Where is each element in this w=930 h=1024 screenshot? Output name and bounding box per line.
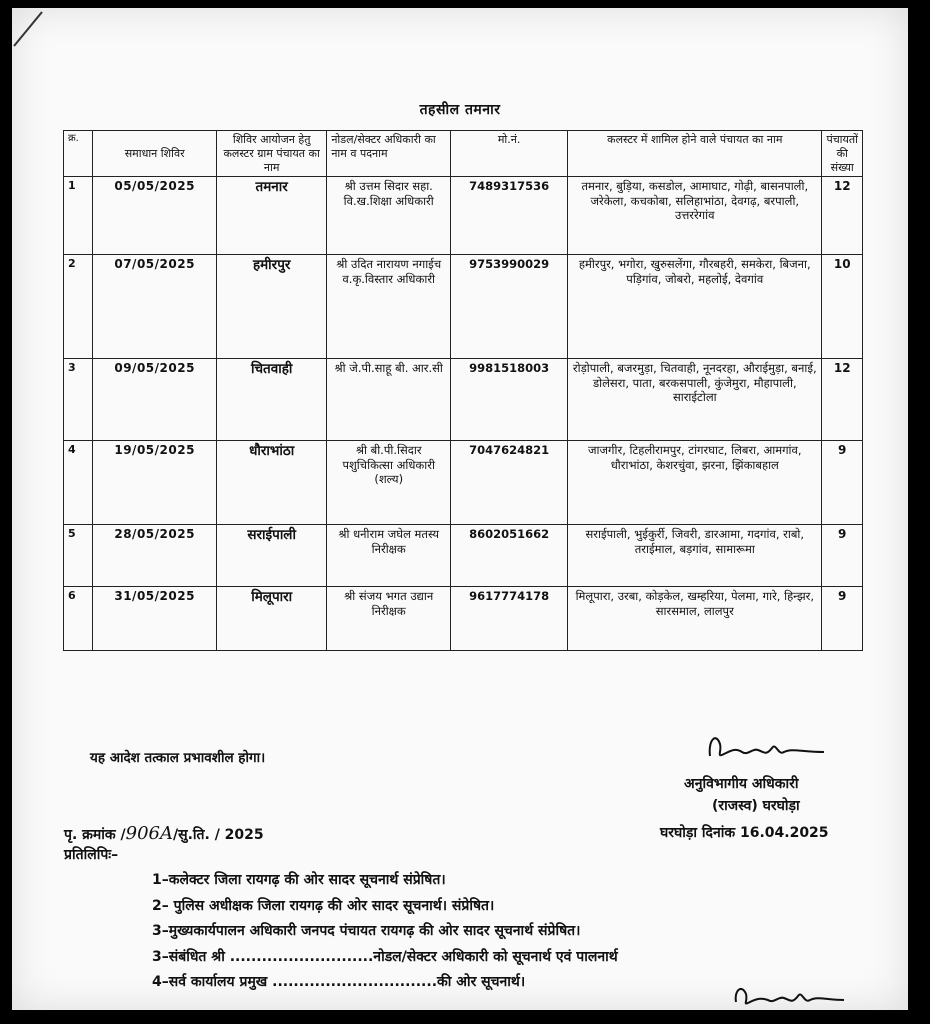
row-count: 12 [822,177,863,255]
row-panchayats: रोड़ोपाली, बजरमुड़ा, चितवाही, नूनदरहा, औराईमुड़ा, बनाई, डोलेसरा, पाता, बरकसपाली, कुंजेमुरा, मौहापाली, साराईटोला [568,359,822,441]
row-sn: 3 [64,359,93,441]
list-item: 4–सर्व कार्यालय प्रमुख ...............................की ओर सूचनार्थ। [152,974,526,990]
row-mobile: 7047624821 [451,441,568,525]
row-cluster: तमनार [217,177,327,255]
row-sn: 4 [64,441,93,525]
list-item: 2– पुलिस अधीक्षक जिला रायगढ़ की ओर सादर सूचनार्थ। संप्रेषित। [152,897,495,914]
officer-office: (राजस्व) घरघोड़ा [712,798,800,815]
row-date: 07/05/2025 [93,255,217,359]
camp-schedule-table [63,130,863,651]
row-nodal: श्री संजय भगत उद्यान निरीक्षक [327,587,451,651]
row-cluster: हमीरपुर [217,255,327,359]
row-mobile: 9617774178 [451,587,568,651]
place-and-date: घरघोड़ा दिनांक 16.04.2025 [660,825,829,841]
row-date: 28/05/2025 [93,525,217,587]
row-date: 19/05/2025 [93,441,217,525]
header-panchayats: कलस्टर में शामिल होने वाले पंचायत का नाम [568,131,822,177]
reference-number [64,823,264,844]
row-mobile: 9981518003 [451,359,568,441]
row-nodal: श्री धनीराम जघेल मतस्य निरीक्षक [327,525,451,587]
table-header-row [64,131,863,177]
row-cluster: धौराभांठा [217,441,327,525]
table-row [64,359,863,441]
reference-prefix: पृ. क्रमांक / [64,827,126,843]
row-nodal: श्री उदित नारायण नगाईच व.कृ.विस्तार अधिकारी [327,255,451,359]
copy-to-list [152,868,618,996]
row-date: 05/05/2025 [93,177,217,255]
row-count: 9 [822,587,863,651]
reference-handwritten-number: 906A [125,823,173,844]
row-nodal: श्री जे.पी.साहू बी. आर.सी [327,359,451,441]
row-panchayats: सराईपाली, भुईकुर्री, जिवरी, डारआमा, गदगांव, राबो, तराईमाल, बड़गांव, सामारूमा [568,525,822,587]
page-title: तहसील तमनार [419,102,501,118]
row-panchayats: जाजगीर, टिहलीरामपुर, टांगरघाट, लिबरा, आमगांव, धौराभांठा, केशरचुंवा, झरना, झिंकाबहाल [568,441,822,525]
header-nodal: नोडल/सेक्टर अधिकारी का नाम व पदनाम [327,131,451,177]
fold-mark [12,8,52,48]
officer-signature [702,726,832,766]
row-date: 31/05/2025 [93,587,217,651]
row-cluster: सराईपाली [217,525,327,587]
list-item: 1–कलेक्टर जिला रायगढ़ की ओर सादर सूचनार्थ संप्रेषित। [152,872,446,888]
row-sn: 2 [64,255,93,359]
row-count: 9 [822,441,863,525]
row-sn: 1 [64,177,93,255]
row-panchayats: तमनार, बुड़िया, कसडोल, आमाघाट, गोढ़ी, बासनपाली, जरेकेला, कचकोबा, सलिहाभांठा, देवगढ़, बरपाली, उत्तररेगांव [568,177,822,255]
signing-officer [684,773,800,818]
table-row [64,255,863,359]
table-row [64,177,863,255]
header-sn: क्र. [64,131,93,177]
row-panchayats: मिलूपारा, उरबा, कोड़केल, खम्हरिया, पेलमा, गारे, हिन्झर, सारसमाल, लालपुर [568,587,822,651]
list-item: 3–संबंधित श्री ...........................नोडल/सेक्टर अधिकारी को सूचनार्थ एवं पालनार्थ [152,948,618,965]
row-count: 10 [822,255,863,359]
row-panchayats: हमीरपुर, भगोरा, खुरुसलेंगा, गौरबहरी, समकेरा, बिजना, पड़िगांव, जोबरो, महलोई, देवगांव [568,255,822,359]
table-row [64,587,863,651]
row-nodal: श्री बी.पी.सिदार पशुचिकित्सा अधिकारी (शल्य) [327,441,451,525]
header-cluster: शिविर आयोजन हेतु कलस्टर ग्राम पंचायत का नाम [217,131,327,177]
row-date: 09/05/2025 [93,359,217,441]
row-cluster: चितवाही [217,359,327,441]
officer-designation: अनुविभागीय अधिकारी [684,776,799,792]
header-mobile: मो.नं. [451,131,568,177]
header-date: समाधान शिविर [93,131,217,177]
effective-note: यह आदेश तत्काल प्रभावशील होगा। [90,750,266,766]
row-nodal: श्री उत्तम सिदार सहा. वि.ख.शिक्षा अधिकारी [327,177,451,255]
row-mobile: 9753990029 [451,255,568,359]
list-item: 3–मुख्यकार्यपालन अधिकारी जनपद पंचायत रायगढ़ की ओर सादर सूचनार्थ संप्रेषित। [152,923,581,939]
table-row [64,525,863,587]
row-mobile: 7489317536 [451,177,568,255]
row-cluster: मिलूपारा [217,587,327,651]
row-count: 12 [822,359,863,441]
reference-suffix: /सु.ति. / 2025 [173,827,264,843]
copy-to-label: प्रतिलिपिः– [64,847,119,863]
row-sn: 5 [64,525,93,587]
table-row [64,441,863,525]
document-page [12,8,908,1010]
row-sn: 6 [64,587,93,651]
row-mobile: 8602051662 [451,525,568,587]
bottom-signature [730,980,850,1010]
row-count: 9 [822,525,863,587]
header-count: पंचायतों की संख्या [822,131,863,177]
